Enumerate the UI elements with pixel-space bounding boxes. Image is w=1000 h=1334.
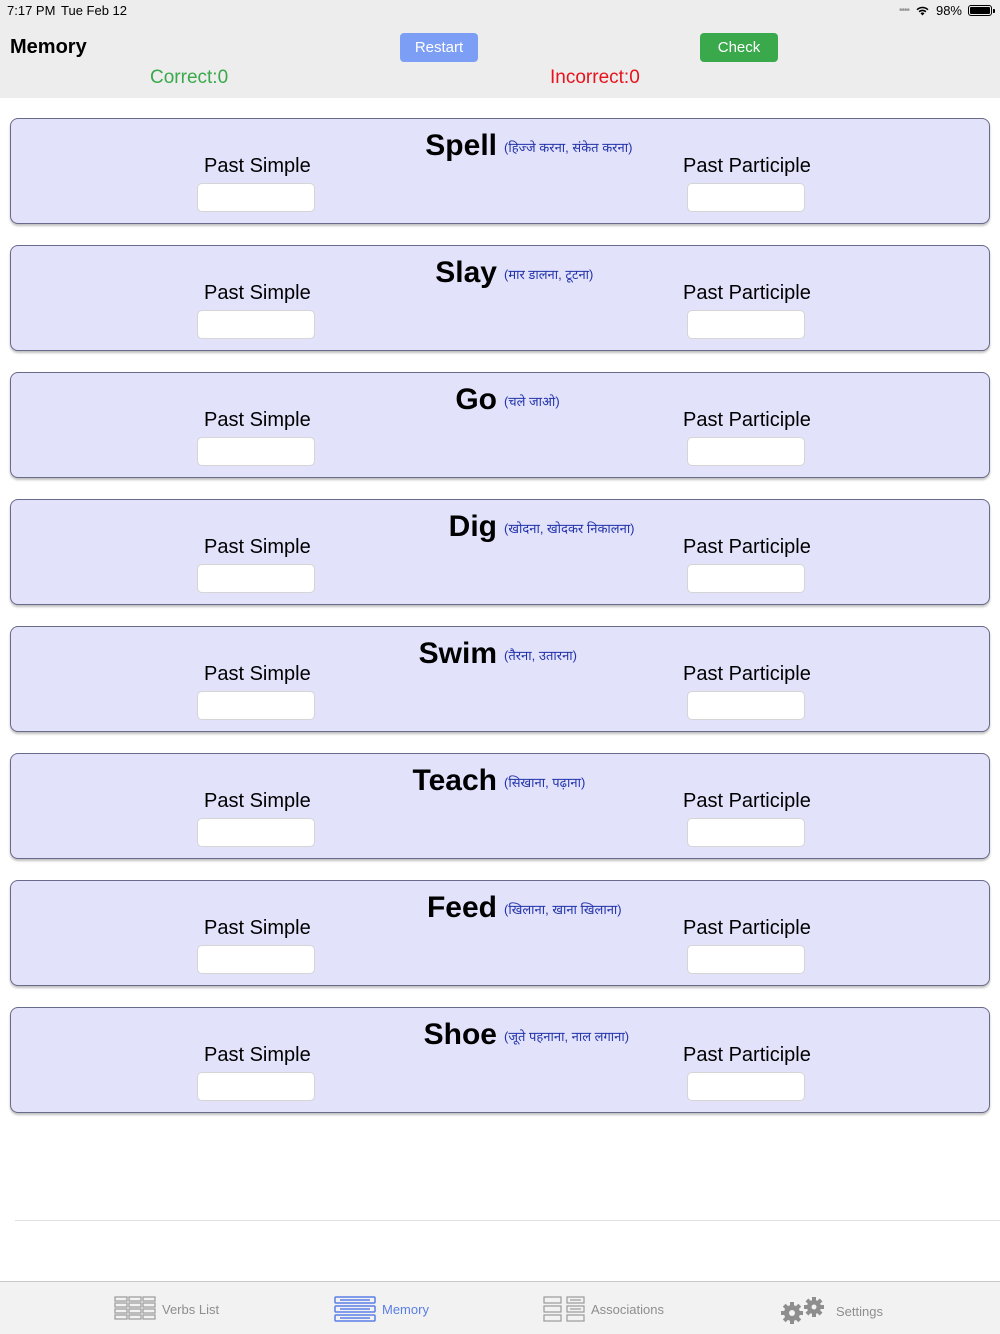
past-participle-label: Past Participle: [683, 1044, 811, 1066]
tab-settings[interactable]: [780, 1296, 883, 1326]
past-simple-input[interactable]: [197, 564, 315, 593]
verb-card: [10, 626, 990, 732]
tab-associations[interactable]: [543, 1296, 664, 1322]
signal-icon: ••••: [898, 5, 909, 16]
past-simple-label: Past Simple: [204, 663, 311, 685]
verb-translation: (खिलाना, खाना खिलाना): [504, 902, 622, 917]
verb-translation: (चले जाओ): [504, 394, 560, 409]
correct-count: Correct:0: [150, 67, 229, 88]
divider: [15, 1220, 1000, 1221]
past-participle-input[interactable]: [687, 1072, 805, 1101]
past-simple-input[interactable]: [197, 437, 315, 466]
restart-button[interactable]: Restart: [400, 33, 478, 62]
verb-card: [10, 499, 990, 605]
tab-label: Associations: [591, 1301, 664, 1317]
verb-cards-list: [10, 118, 990, 1134]
past-participle-input[interactable]: [687, 310, 805, 339]
past-participle-label: Past Participle: [683, 663, 811, 685]
status-date: Tue Feb 12: [61, 3, 128, 18]
status-bar: [0, 0, 1000, 22]
verb-translation: (खोदना, खोदकर निकालना): [504, 521, 635, 536]
gears-icon: [780, 1296, 830, 1326]
past-simple-input[interactable]: [197, 310, 315, 339]
status-time: 7:17 PM: [7, 3, 56, 18]
verb-translation: (जूते पहनाना, नाल लगाना): [504, 1029, 630, 1044]
past-participle-input[interactable]: [687, 564, 805, 593]
verb-translation: (तैरना, उतारना): [504, 648, 577, 663]
status-right: [899, 3, 992, 18]
verb-word: Dig: [448, 510, 497, 543]
past-simple-label: Past Simple: [204, 282, 311, 304]
past-participle-input[interactable]: [687, 183, 805, 212]
verb-translation: (मार डालना, टूटना): [504, 267, 594, 282]
wifi-icon: [915, 5, 930, 16]
past-participle-label: Past Participle: [683, 917, 811, 939]
past-simple-label: Past Simple: [204, 155, 311, 177]
past-simple-label: Past Simple: [204, 1044, 311, 1066]
associations-icon: [543, 1296, 585, 1322]
past-simple-label: Past Simple: [204, 790, 311, 812]
tab-bar: [0, 1281, 1000, 1334]
memory-icon: [334, 1296, 376, 1322]
verb-word: Swim: [418, 637, 497, 670]
past-participle-input[interactable]: [687, 437, 805, 466]
verb-translation: (हिज्जे करना, संकेत करना): [504, 140, 633, 155]
tab-verbs-list[interactable]: [114, 1296, 219, 1322]
past-participle-label: Past Participle: [683, 282, 811, 304]
past-participle-label: Past Participle: [683, 536, 811, 558]
verb-word: Shoe: [423, 1018, 497, 1051]
past-simple-label: Past Simple: [204, 409, 311, 431]
tab-label: Memory: [382, 1301, 429, 1317]
tab-label: Settings: [836, 1303, 883, 1319]
past-simple-label: Past Simple: [204, 536, 311, 558]
page-title: Memory: [10, 36, 87, 58]
verb-word: Slay: [435, 256, 497, 289]
verb-card: [10, 880, 990, 986]
past-participle-input[interactable]: [687, 818, 805, 847]
past-participle-label: Past Participle: [683, 790, 811, 812]
tab-label: Verbs List: [162, 1301, 220, 1317]
tab-memory[interactable]: [334, 1296, 429, 1322]
past-participle-input[interactable]: [687, 691, 805, 720]
verb-card: [10, 245, 990, 351]
battery-percent: 98%: [935, 3, 962, 18]
verb-card: [10, 753, 990, 859]
check-button[interactable]: Check: [700, 33, 778, 62]
verb-word: Teach: [412, 764, 497, 797]
verb-translation: (सिखाना, पढ़ाना): [504, 775, 586, 790]
past-participle-label: Past Participle: [683, 409, 811, 431]
verb-card: [10, 118, 990, 224]
verb-word: Feed: [426, 891, 497, 924]
past-simple-input[interactable]: [197, 818, 315, 847]
verb-card: [10, 1007, 990, 1113]
past-simple-input[interactable]: [197, 1072, 315, 1101]
verb-card: [10, 372, 990, 478]
past-simple-input[interactable]: [197, 183, 315, 212]
list-icon: [114, 1296, 156, 1322]
past-participle-input[interactable]: [687, 945, 805, 974]
past-simple-input[interactable]: [197, 945, 315, 974]
verb-word: Spell: [425, 129, 497, 162]
battery-icon: [968, 5, 992, 16]
past-simple-input[interactable]: [197, 691, 315, 720]
header: [0, 22, 1000, 98]
past-simple-label: Past Simple: [204, 917, 311, 939]
verb-word: Go: [455, 383, 497, 416]
past-participle-label: Past Participle: [683, 155, 811, 177]
incorrect-count: Incorrect:0: [550, 67, 640, 88]
